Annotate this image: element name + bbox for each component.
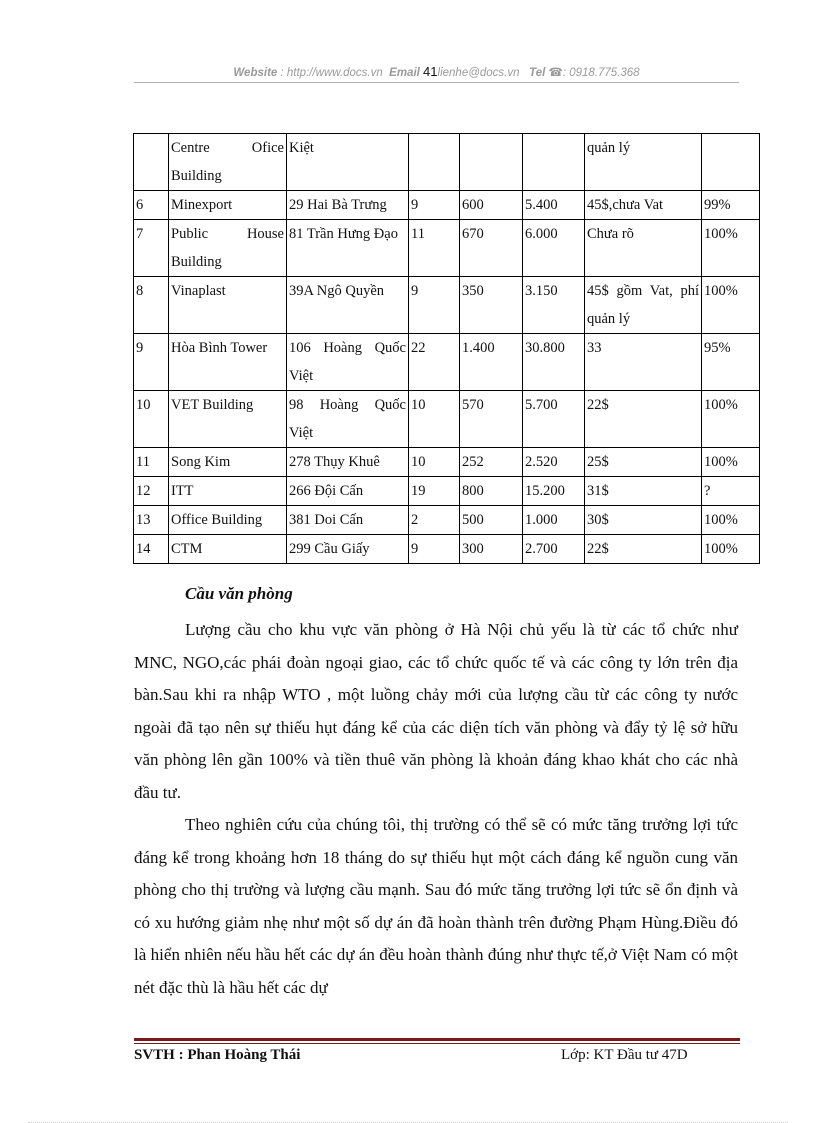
- footer-rule-thick: [134, 1038, 740, 1041]
- website-label: Website: [233, 67, 278, 79]
- footer-rule-thin: [134, 1043, 740, 1044]
- table-cell: 30$: [585, 506, 702, 535]
- table-cell: 11: [134, 448, 169, 477]
- table-row: [134, 535, 760, 564]
- table-cell: 9: [134, 334, 169, 391]
- table-cell: 100%: [702, 535, 760, 564]
- table-row: [134, 448, 760, 477]
- table-cell: 95%: [702, 334, 760, 391]
- table-cell: 33: [585, 334, 702, 391]
- table-row: [134, 334, 760, 391]
- footer-class: Lớp: KT Đầu tư 47D: [561, 1047, 688, 1063]
- table-row: [134, 277, 760, 334]
- table-cell: CTM: [169, 535, 287, 564]
- table-cell: 1.400: [460, 334, 523, 391]
- table-cell: [409, 134, 460, 191]
- footer-author: SVTH : Phan Hoàng Thái: [134, 1047, 301, 1063]
- table-cell: 100%: [702, 220, 760, 277]
- table-cell: 600: [460, 191, 523, 220]
- tel-label: Tel: [529, 67, 546, 79]
- office-building-table: [133, 133, 760, 564]
- table-cell: VET Building: [169, 391, 287, 448]
- table-row: [134, 391, 760, 448]
- table-cell: 10: [409, 391, 460, 448]
- table-cell: 300: [460, 535, 523, 564]
- table-row: [134, 134, 760, 191]
- table-row: [134, 477, 760, 506]
- table-cell: [702, 134, 760, 191]
- table-cell: 29 Hai Bà Trưng: [287, 191, 409, 220]
- paragraph: Lượng cầu cho khu vực văn phòng ở Hà Nội chủ yếu là từ các tổ chức như MNC, NGO,các phái đoàn ngoại giao, các tổ chức quốc tế và các công ty lớn trên địa bàn.Sau khi ra nhập WTO , một luồng chảy mới của lượng cầu từ các công ty nước ngoài đã tạo nên sự thiếu hụt đáng kể của các diện tích văn phòng và đẩy tỷ lệ sở hữu văn phòng lên gần 100% và tiền thuê văn phòng là khoản đáng khao khát cho các nhà đầu tư.: [134, 620, 738, 802]
- table-cell: 45$ gồm Vat, phí quản lý: [585, 277, 702, 334]
- table-cell: 252: [460, 448, 523, 477]
- table-cell: 14: [134, 535, 169, 564]
- phone-icon: ☎: [548, 67, 563, 79]
- table-cell: ITT: [169, 477, 287, 506]
- table-cell: 99%: [702, 191, 760, 220]
- table-cell: 2: [409, 506, 460, 535]
- table-cell: 570: [460, 391, 523, 448]
- table-cell: 100%: [702, 391, 760, 448]
- tel-value: : 0918.775.368: [562, 67, 640, 79]
- paragraph: Theo nghiên cứu của chúng tôi, thị trường có thể sẽ có mức tăng trưởng lợi tức đáng kể trong khoảng hơn 18 tháng do sự thiếu hụt một cách đáng kể nguồn cung văn phòng cho thị trường và lượng cầu mạnh. Sau đó mức tăng trưởng lợi tức sẽ ổn định và có xu hướng giảm nhẹ như một số dự án đã hoàn thành trên đường Phạm Hùng.Điều đó là hiển nhiên nếu hầu hết các dự án đều hoàn thành đúng như thực tế,ở Việt Nam có một nét đặc thù là hầu hết các dự: [134, 815, 738, 997]
- table-cell: 19: [409, 477, 460, 506]
- table-cell: ?: [702, 477, 760, 506]
- section-title: Cầu văn phòng: [185, 584, 293, 603]
- table-row: [134, 220, 760, 277]
- website-separator: :: [277, 67, 287, 79]
- table-cell: 10: [134, 391, 169, 448]
- table-cell: 25$: [585, 448, 702, 477]
- table-cell: 11: [409, 220, 460, 277]
- table-cell: 6: [134, 191, 169, 220]
- table-cell: 45$,chưa Vat: [585, 191, 702, 220]
- table-cell: 39A Ngô Quyền: [287, 277, 409, 334]
- email-value[interactable]: lienhe@docs.vn: [437, 67, 520, 79]
- table-cell: 670: [460, 220, 523, 277]
- table-cell: 500: [460, 506, 523, 535]
- table-cell: 6.000: [523, 220, 585, 277]
- table-cell: 22$: [585, 391, 702, 448]
- table-cell: 9: [409, 535, 460, 564]
- table-cell: 381 Doi Cấn: [287, 506, 409, 535]
- table-cell: 12: [134, 477, 169, 506]
- table-cell: quản lý: [585, 134, 702, 191]
- table-cell: 22$: [585, 535, 702, 564]
- page-header: [134, 64, 739, 82]
- table-cell: Chưa rõ: [585, 220, 702, 277]
- table-cell: 81 Trần Hưng Đạo: [287, 220, 409, 277]
- table-cell: 100%: [702, 448, 760, 477]
- table-cell: [460, 134, 523, 191]
- website-url[interactable]: http://www.docs.vn: [286, 67, 383, 79]
- table-cell: Minexport: [169, 191, 287, 220]
- table-body: [134, 134, 760, 564]
- table-cell: 13: [134, 506, 169, 535]
- table-row: [134, 506, 760, 535]
- table-cell: 5.700: [523, 391, 585, 448]
- table-cell: 278 Thụy Khuê: [287, 448, 409, 477]
- table-cell: 9: [409, 277, 460, 334]
- table-cell: 2.520: [523, 448, 585, 477]
- table-cell: 10: [409, 448, 460, 477]
- table-cell: Vinaplast: [169, 277, 287, 334]
- table-cell: 9: [409, 191, 460, 220]
- table-cell: 1.000: [523, 506, 585, 535]
- table-cell: Song Kim: [169, 448, 287, 477]
- table-cell: 15.200: [523, 477, 585, 506]
- table-cell: 2.700: [523, 535, 585, 564]
- table-cell: Office Building: [169, 506, 287, 535]
- table-cell: 100%: [702, 277, 760, 334]
- table-cell: 100%: [702, 506, 760, 535]
- table-cell: 350: [460, 277, 523, 334]
- body-text: [134, 614, 738, 1004]
- table-cell: 3.150: [523, 277, 585, 334]
- table-cell: 266 Đội Cấn: [287, 477, 409, 506]
- table-cell: 8: [134, 277, 169, 334]
- table-cell: 5.400: [523, 191, 585, 220]
- table-cell: [523, 134, 585, 191]
- table-cell: 106 Hoàng Quốc Việt: [287, 334, 409, 391]
- table-cell: Hòa Bình Tower: [169, 334, 287, 391]
- table-cell: Centre Ofice Building: [169, 134, 287, 191]
- table-cell: 30.800: [523, 334, 585, 391]
- table-cell: 31$: [585, 477, 702, 506]
- table-cell: 22: [409, 334, 460, 391]
- email-label: Email: [389, 67, 420, 79]
- table-row: [134, 191, 760, 220]
- table-cell: 7: [134, 220, 169, 277]
- table-cell: 98 Hoàng Quốc Việt: [287, 391, 409, 448]
- header-divider: [134, 82, 739, 83]
- page-number: 41: [423, 64, 438, 79]
- table-cell: 800: [460, 477, 523, 506]
- table-cell: 299 Cầu Giấy: [287, 535, 409, 564]
- table-cell: Public House Building: [169, 220, 287, 277]
- table-cell: [134, 134, 169, 191]
- table-cell: Kiệt: [287, 134, 409, 191]
